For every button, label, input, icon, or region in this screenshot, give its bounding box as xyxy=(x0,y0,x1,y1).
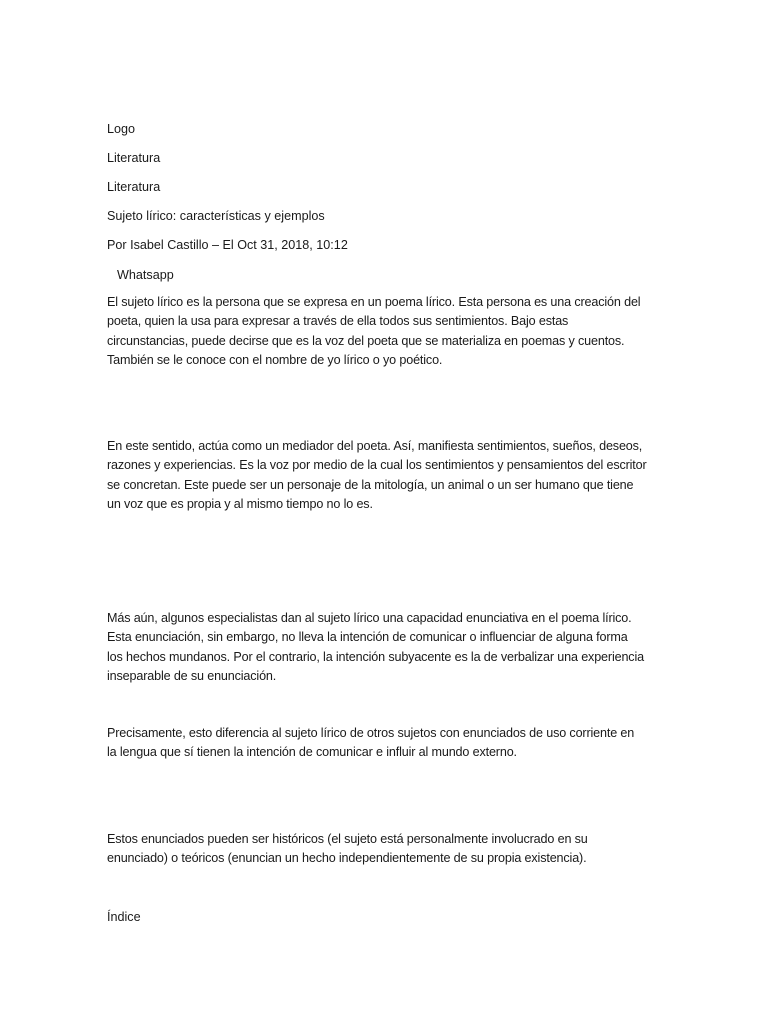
index-heading: Índice xyxy=(107,910,141,924)
page-title: Sujeto lírico: características y ejemplos xyxy=(107,209,325,223)
paragraph-line: la lengua que sí tienen la intención de comunicar e influir al mundo externo. xyxy=(107,745,517,760)
body-paragraph-2 xyxy=(107,437,667,514)
paragraph-line: Precisamente, esto diferencia al sujeto lírico de otros sujetos con enunciados de uso corriente en xyxy=(107,726,635,740)
category-label-secondary: Literatura xyxy=(107,180,161,194)
paragraph-line: razones y experiencias. Es la voz por medio de la cual los sentimientos y pensamientos del escritor xyxy=(107,458,647,473)
paragraph-line: circunstancias, puede decirse que es la voz del poeta que se materializa en poemas y cuentos. xyxy=(107,333,625,348)
paragraph-line: un voz que es propia y al mismo tiempo no lo es. xyxy=(107,496,373,511)
whatsapp-share-link[interactable]: Whatsapp xyxy=(117,268,174,282)
paragraph-line: poeta, quien la usa para expresar a través de ella todos sus sentimientos. Bajo estas xyxy=(107,314,569,329)
paragraph-line: los hechos mundanos. Por el contrario, la intención subyacente es la de verbalizar una experiencia xyxy=(107,649,644,664)
category-label: Literatura xyxy=(107,151,161,165)
body-paragraph-4 xyxy=(107,724,667,763)
paragraph-line: enunciado) o teóricos (enuncian un hecho independientemente de su propia existencia). xyxy=(107,851,587,866)
paragraph-line: Esta enunciación, sin embargo, no lleva la intención de comunicar o influenciar de alguna forma xyxy=(107,630,628,645)
paragraph-line: Más aún, algunos especialistas dan al sujeto lírico una capacidad enunciativa en el poema lírico. xyxy=(107,611,632,625)
body-paragraph-1 xyxy=(107,293,667,370)
paragraph-line: El sujeto lírico es la persona que se expresa en un poema lírico. Esta persona es una creación del xyxy=(107,295,641,309)
paragraph-line: En este sentido, actúa como un mediador del poeta. Así, manifiesta sentimientos, sueños, deseos, xyxy=(107,439,643,453)
logo-label: Logo xyxy=(107,122,136,136)
body-paragraph-3 xyxy=(107,609,667,686)
body-paragraph-5 xyxy=(107,830,667,869)
paragraph-line: inseparable de su enunciación. xyxy=(107,668,277,683)
byline: Por Isabel Castillo – El Oct 31, 2018, 10:12 xyxy=(107,238,348,252)
paragraph-line: se concretan. Este puede ser un personaje de la mitología, un animal o un ser humano que tiene xyxy=(107,477,634,492)
paragraph-line: Estos enunciados pueden ser históricos (el sujeto está personalmente involucrado en su xyxy=(107,832,588,846)
paragraph-line: También se le conoce con el nombre de yo lírico o yo poético. xyxy=(107,352,443,367)
